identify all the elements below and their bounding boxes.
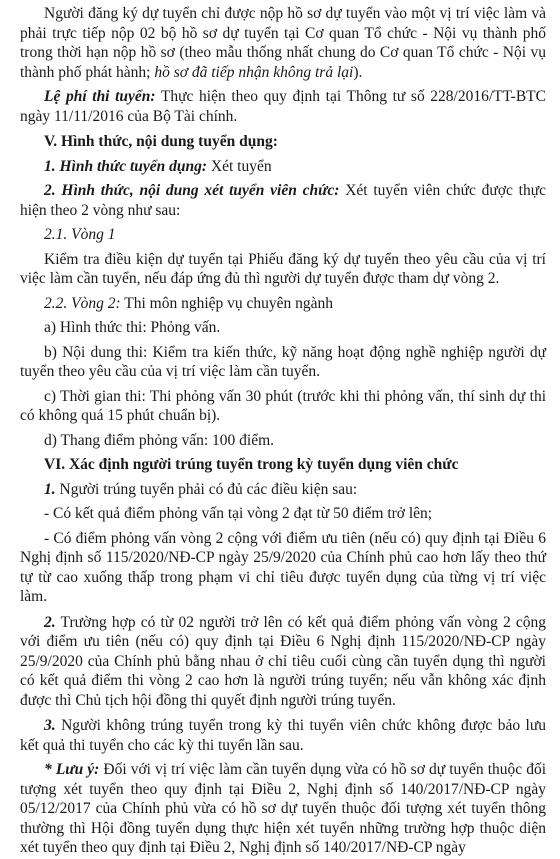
section-heading-vi: VI. Xác định người trúng tuyển trong kỳ tuyển dụng viên chức xyxy=(44,456,459,473)
winner-item-1-text: Người trúng tuyển phải có đủ các điều kiện sau: xyxy=(55,480,358,498)
paragraph-text: Người đăng ký dự tuyển chỉ được nộp hồ sơ dự tuyển vào một vị trí việc làm và phải trực tiếp nộp 02 bộ hồ sơ dự tuyển tại Cơ quan Tổ chức - Nội vụ thành phố trong thời hạn nộp hồ sơ (theo mẫu thống nhất chung do Cơ quan Tổ chức - Nội vụ thành phố phát hành; xyxy=(20,5,546,81)
winner-item-3-text: Người không trúng tuyển trong kỳ thi tuyển viên chức không được bảo lưu kết quả thi tuyển cho các kỳ thi tuyển lần sau. xyxy=(20,717,546,754)
fee-label: Lệ phí thi tuyển: xyxy=(44,88,156,105)
round2-text: Thi môn nghiệp vụ chuyên ngành xyxy=(120,294,334,312)
winner-item-1-number: 1. xyxy=(44,480,56,498)
item-content-label: 2. Hình thức, nội dung xét tuyển viên chức: xyxy=(44,182,340,199)
paragraph-end: ). xyxy=(353,63,363,81)
item-form-label: 1. Hình thức tuyển dụng: xyxy=(44,157,208,175)
winner-item-2 xyxy=(20,613,546,711)
winner-item-3-number: 3. xyxy=(44,717,56,734)
section-heading-v: V. Hình thức, nội dung tuyển dụng: xyxy=(44,133,278,150)
round2-item-d: d) Thang điểm phỏng vấn: 100 điểm. xyxy=(44,431,275,449)
winner-item-2-text: Trường hợp có từ 02 người trở lên có kết quả điểm phỏng vấn vòng 2 cộng với điểm ưu tiên (nếu có) quy định tại Điều 6 Nghị định 115/2020/NĐ-CP ngày 25/9/2020 của Chính phủ bằng nhau ở chỉ tiêu cuối cùng cần tuyển dụng thì người có kết quả điểm thi vòng 2 cao hơn là người trúng tuyển; nếu vẫn không xác định được thì Chủ tịch hội đồng thi quyết định người trúng tuyển. xyxy=(20,613,546,709)
condition-2: - Có điểm phỏng vấn vòng 2 cộng với điểm ưu tiên (nếu có) quy định tại Điều 6 Nghị định số 115/2020/NĐ-CP ngày 25/9/2020 của Chính phủ cao hơn lấy theo thứ tự từ cao xuống thấp trong phạm vi chỉ tiêu được tuyển dụng của từng vị trí việc làm. xyxy=(20,529,546,605)
round2-label: 2.2. Vòng 2: xyxy=(44,294,121,312)
note-paragraph xyxy=(20,760,546,858)
italic-note: hồ sơ đã tiếp nhận không trả lại xyxy=(154,63,354,81)
winner-item-2-number: 2. xyxy=(44,613,56,631)
note-label: * Lưu ý: xyxy=(44,761,100,778)
paragraph-submission xyxy=(20,4,546,82)
round2-item-b: b) Nội dung thi: Kiểm tra kiến thức, kỹ năng hoạt động nghề nghiệp người dự tuyển theo yêu cầu của vị trí việc làm cần tuyển. xyxy=(20,343,546,380)
paragraph-fee xyxy=(20,87,546,126)
round2-item-c: c) Thời gian thi: Thi phỏng vấn 30 phút (trước khi thi phỏng vấn, thí sinh dự thi có không quá 15 phút chuẩn bị). xyxy=(20,387,546,424)
round1-text: Kiểm tra điều kiện dự tuyển tại Phiếu đăng ký dự tuyển theo yêu cầu của vị trí việc làm cần tuyển, nếu đáp ứng đủ thì người dự tuyển được tham dự vòng 2. xyxy=(20,250,546,287)
item-form-text: Xét tuyển xyxy=(207,157,272,175)
fee-text: Thực hiện theo quy định tại Thông tư số 228/2016/TT-BTC ngày 11/11/2016 của Bộ Tài chính. xyxy=(20,88,546,125)
condition-1: - Có kết quả điểm phỏng vấn tại vòng 2 đạt từ 50 điểm trở lên; xyxy=(44,505,433,522)
item-content-text: Xét tuyển viên chức được thực hiện theo 2 vòng như sau: xyxy=(20,182,546,219)
round2-item-a: a) Hình thức thi: Phỏng vấn. xyxy=(44,319,221,336)
round1-heading: 2.1. Vòng 1 xyxy=(44,226,116,243)
item-form xyxy=(20,157,546,177)
winner-item-3 xyxy=(20,716,546,755)
winner-item-1 xyxy=(20,480,546,500)
round2-heading xyxy=(20,294,546,314)
item-content xyxy=(20,181,546,220)
note-text: Đối với vị trí việc làm cần tuyển dụng vừa có hồ sơ dự tuyển thuộc đối tượng xét tuyển theo quy định tại Điều 2, Nghị định số 140/2017/NĐ-CP ngày 05/12/2017 của Chính phủ vừa có hồ sơ dự tuyển thuộc đối tượng xét tuyển thông thường thì Hội đồng tuyển dụng thực hiện xét tuyển những trường hợp thuộc diện xét tuyển theo quy định tại Điều 2, Nghị định số 140/2017/NĐ-CP ngày xyxy=(20,761,547,856)
